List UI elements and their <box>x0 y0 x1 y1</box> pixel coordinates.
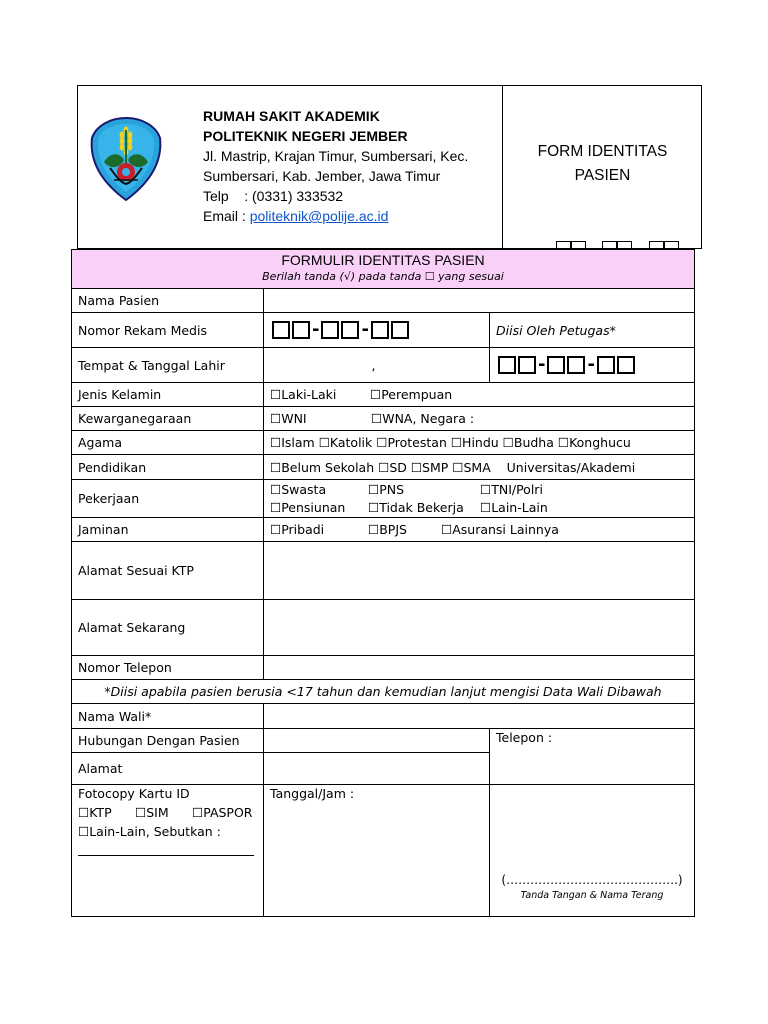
formulir-instruction: Berilah tanda (√) pada tanda ☐ yang sesuai <box>262 270 504 283</box>
date-box[interactable] <box>567 356 585 374</box>
email-row <box>203 206 468 226</box>
alamat-ktp-field[interactable] <box>263 541 695 600</box>
nama-pasien-field[interactable] <box>263 288 695 313</box>
label-alamat-wali: Alamat <box>71 752 264 785</box>
nama-wali-field[interactable] <box>263 703 695 729</box>
formulir-title: FORMULIR IDENTITAS PASIEN <box>281 252 485 268</box>
signature-line: (…………………………………….) <box>501 873 683 887</box>
date-box[interactable] <box>498 356 516 374</box>
label-jaminan: Jaminan <box>71 517 264 542</box>
label-nama-wali: Nama Wali* <box>71 703 264 729</box>
date-box[interactable] <box>518 356 536 374</box>
digit-box[interactable] <box>391 321 409 339</box>
pendidikan-checkboxes[interactable]: ☐Belum Sekolah ☐SD ☐SMP ☐SMA Universitas/Akademi <box>270 460 636 475</box>
wali-note-row: *Diisi apabila pasien berusia <17 tahun dan kemudian lanjut mengisi Data Wali Dibawah <box>71 679 695 704</box>
alamat-sekarang-field[interactable] <box>263 599 695 656</box>
label-fotocopy: Fotocopy Kartu ID <box>78 786 190 801</box>
checkbox-sim[interactable]: ☐SIM <box>135 805 169 820</box>
label-tanggal-jam: Tanggal/Jam : <box>270 786 355 801</box>
form-title-line2: PASIEN <box>574 167 631 184</box>
pendidikan-options <box>263 454 695 480</box>
digit-box[interactable] <box>321 321 339 339</box>
pekerjaan-options <box>263 479 695 518</box>
checkbox-lain-lain[interactable]: ☐Lain-Lain <box>480 500 548 515</box>
phone-text: Telp : (0331) 333532 <box>203 188 344 204</box>
date-box[interactable] <box>597 356 615 374</box>
code-box <box>649 241 664 249</box>
polije-logo <box>90 116 162 202</box>
rekam-medis-note: Diisi Oleh Petugas* <box>489 312 695 348</box>
checkbox-pribadi[interactable]: ☐Pribadi <box>270 522 325 537</box>
label-alamat-ktp: Alamat Sesuai KTP <box>71 541 264 600</box>
form-title-line1: FORM IDENTITAS <box>537 143 668 160</box>
label-nama-pasien: Nama Pasien <box>71 288 264 313</box>
digit-box[interactable] <box>272 321 290 339</box>
checkbox-wna[interactable]: ☐WNA, Negara : <box>371 411 475 426</box>
checkbox-wni[interactable]: ☐WNI <box>270 411 307 426</box>
checkbox-pensiunan[interactable]: ☐Pensiunan <box>270 500 346 515</box>
alamat-wali-field[interactable] <box>263 752 490 785</box>
digit-box[interactable] <box>341 321 359 339</box>
agama-options <box>263 430 695 455</box>
code-box <box>664 241 679 249</box>
form-title <box>503 140 702 188</box>
checkbox-swasta[interactable]: ☐Swasta <box>270 482 327 497</box>
tempat-lahir-field[interactable]: , <box>263 347 490 383</box>
address-line1: Jl. Mastrip, Krajan Timur, Sumbersari, Kec. <box>203 148 469 164</box>
tanggal-lahir-boxes[interactable]: - - <box>489 347 695 383</box>
email-link[interactable]: politeknik@polije.ac.id <box>249 208 389 224</box>
tanggal-jam-box[interactable] <box>263 784 490 917</box>
signature-box[interactable] <box>489 784 695 917</box>
signature-caption: Tanda Tangan & Nama Terang <box>520 890 664 901</box>
code-box <box>617 241 632 249</box>
checkbox-perempuan[interactable]: ☐Perempuan <box>370 387 453 402</box>
label-pekerjaan: Pekerjaan <box>71 479 264 518</box>
jaminan-options <box>263 517 695 542</box>
label-alamat-sekarang: Alamat Sekarang <box>71 599 264 656</box>
nomor-telepon-field[interactable] <box>263 655 695 680</box>
date-box[interactable] <box>547 356 565 374</box>
code-box <box>556 241 571 249</box>
jenis-kelamin-options <box>263 382 695 407</box>
hubungan-field[interactable] <box>263 728 490 753</box>
digit-box[interactable] <box>292 321 310 339</box>
checkbox-tidak-bekerja[interactable]: ☐Tidak Bekerja <box>368 500 464 515</box>
checkbox-bpjs[interactable]: ☐BPJS <box>368 522 407 537</box>
sebutkan-line[interactable] <box>78 855 254 856</box>
institution-name-line1: RUMAH SAKIT AKADEMIK <box>203 108 380 124</box>
code-box <box>602 241 617 249</box>
agama-checkboxes[interactable]: ☐Islam ☐Katolik ☐Protestan ☐Hindu ☐Budha ☐Konghucu <box>270 435 631 450</box>
telepon-wali-box[interactable] <box>489 728 695 785</box>
institution-info <box>203 106 468 226</box>
label-kewarganegaraan: Kewarganegaraan <box>71 406 264 431</box>
label-telepon: Telepon : <box>496 730 553 745</box>
label-jenis-kelamin: Jenis Kelamin <box>71 382 264 407</box>
checkbox-tni-polri[interactable]: ☐TNI/Polri <box>480 482 543 497</box>
digit-box[interactable] <box>371 321 389 339</box>
header-code-boxes <box>556 241 680 249</box>
institution-name-line2: POLITEKNIK NEGERI JEMBER <box>203 128 408 144</box>
checkbox-pns[interactable]: ☐PNS <box>368 482 405 497</box>
address-line2: Sumbersari, Kab. Jember, Jawa Timur <box>203 168 441 184</box>
checkbox-asuransi-lainnya[interactable]: ☐Asuransi Lainnya <box>441 522 559 537</box>
rekam-medis-boxes[interactable]: - - <box>263 312 490 348</box>
checkbox-paspor[interactable]: ☐PASPOR <box>192 805 253 820</box>
label-pendidikan: Pendidikan <box>71 454 264 480</box>
checkbox-laki-laki[interactable]: ☐Laki-Laki <box>270 387 337 402</box>
checkbox-ktp[interactable]: ☐KTP <box>78 805 112 820</box>
code-box <box>571 241 586 249</box>
checkbox-lain-lain-sebutkan[interactable]: ☐Lain-Lain, Sebutkan : <box>78 824 221 839</box>
date-box[interactable] <box>617 356 635 374</box>
label-agama: Agama <box>71 430 264 455</box>
label-hubungan: Hubungan Dengan Pasien <box>71 728 264 753</box>
form-title-row <box>71 249 695 289</box>
label-tempat-tanggal-lahir: Tempat & Tanggal Lahir <box>71 347 264 383</box>
fotocopy-section <box>71 784 264 917</box>
label-nomor-rekam-medis: Nomor Rekam Medis <box>71 312 264 348</box>
label-nomor-telepon: Nomor Telepon <box>71 655 264 680</box>
kewarganegaraan-options <box>263 406 695 431</box>
email-label: Email : <box>203 208 250 224</box>
